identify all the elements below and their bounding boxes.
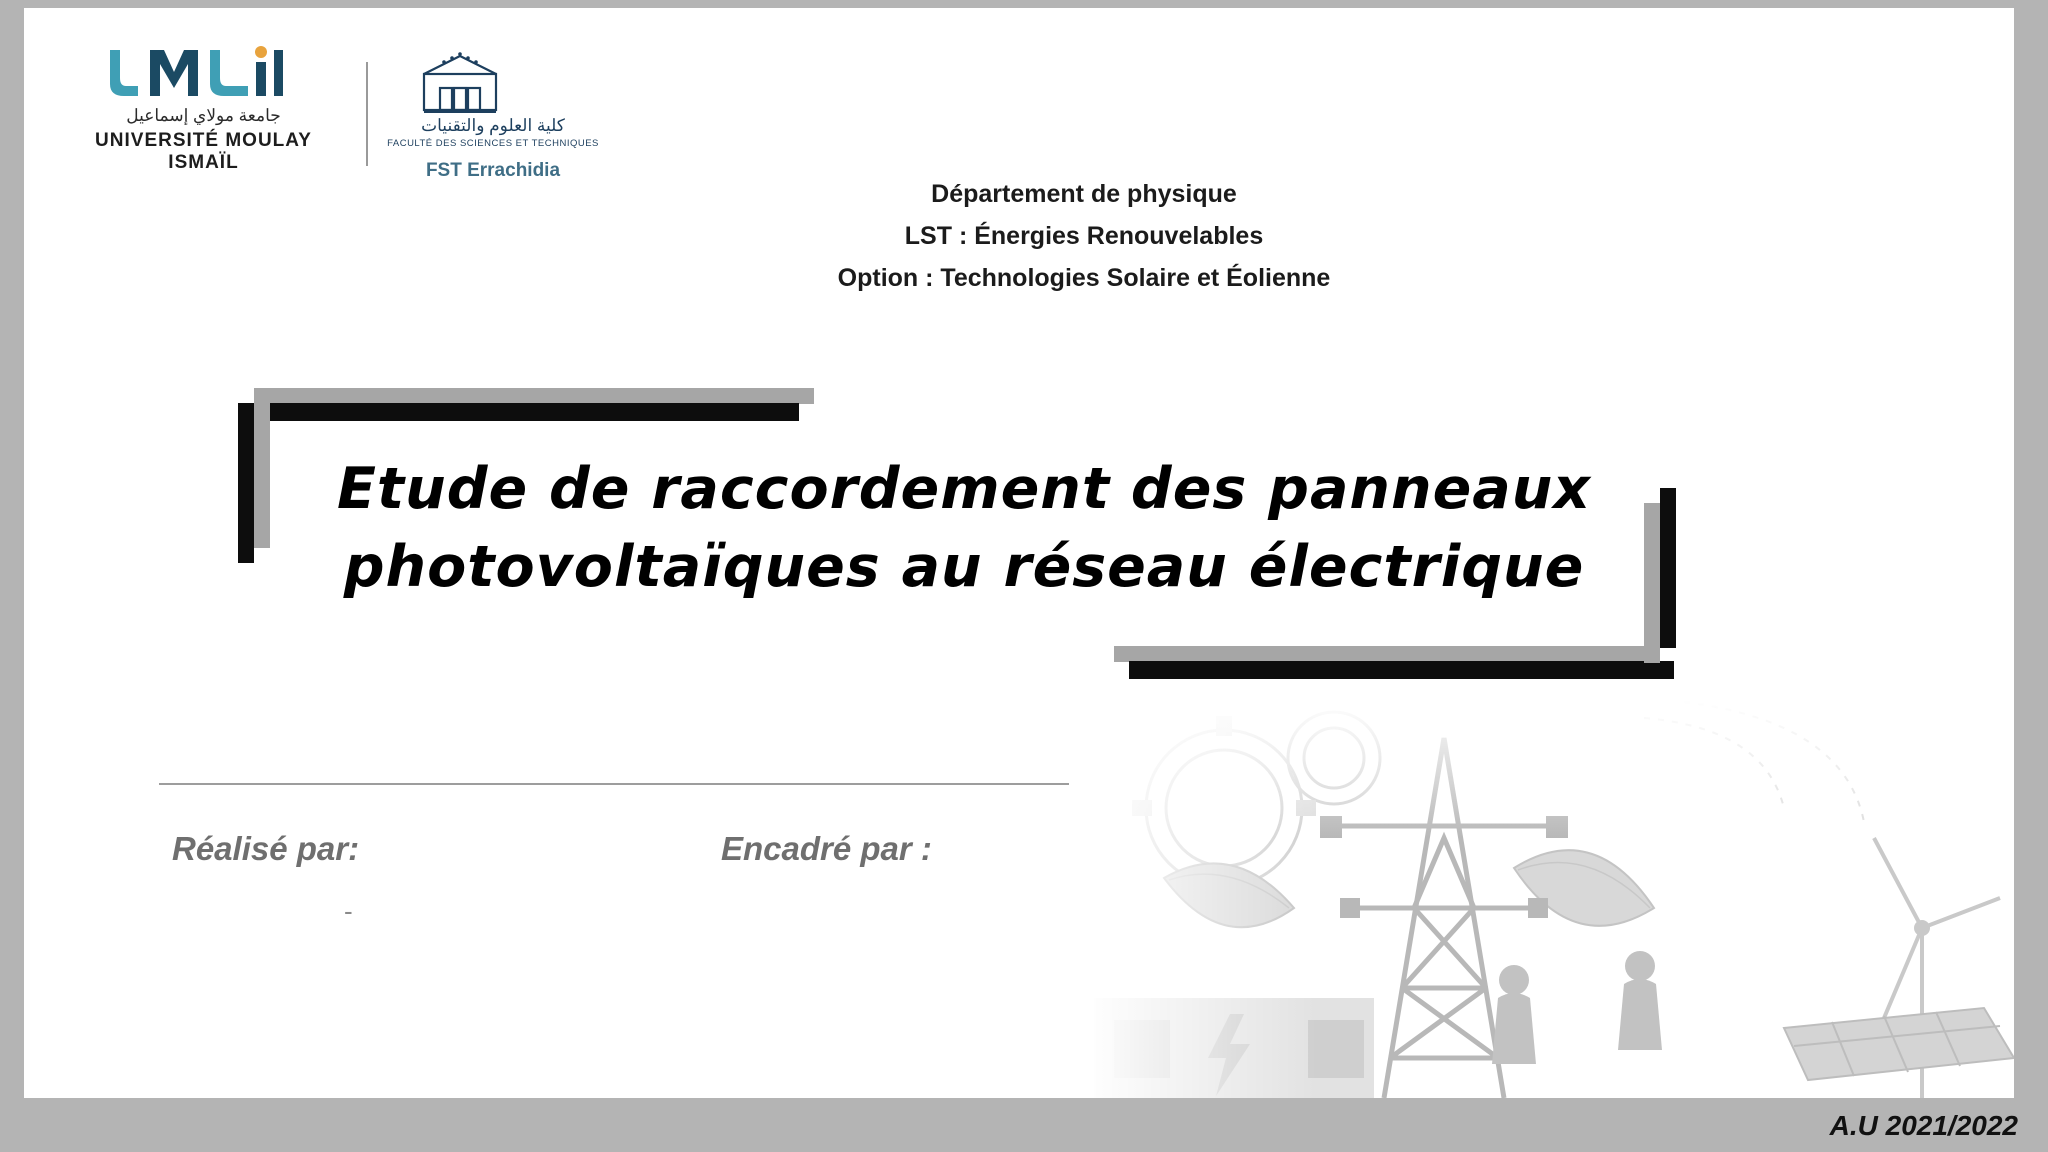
- umi-logo-icon: [98, 44, 308, 106]
- decor-bar-top-grey: [269, 388, 814, 404]
- decor-bar-left-grey: [254, 388, 270, 548]
- title-slide: [24, 8, 2014, 1098]
- institution-logos: [76, 38, 599, 181]
- department-line-2: LST : Énergies Renouvelables: [904, 222, 1264, 250]
- realise-par-label: Réalisé par:: [172, 830, 360, 867]
- university-logo-block: [76, 44, 336, 173]
- department-block: [584, 173, 1584, 299]
- department-line-1: Département de physique: [931, 180, 1237, 208]
- university-latin-name: UNIVERSITÉ MOULAY ISMAÏL: [95, 130, 312, 173]
- faculty-latin-name: FACULTÉ DES SCIENCES ET TECHNIQUES: [387, 138, 599, 149]
- faculty-logo-block: [388, 48, 638, 188]
- realise-par-value: -: [344, 896, 353, 926]
- logo-divider: [366, 62, 368, 166]
- encadre-par-label: Encadré par :: [721, 830, 932, 867]
- energy-scene-illustration: [1084, 698, 2014, 1098]
- decor-bar-bottom-black: [1129, 661, 1674, 679]
- decor-bar-left-black: [238, 403, 254, 563]
- decor-bar-top-black: [254, 403, 799, 421]
- fst-building-icon: [410, 48, 510, 118]
- faculty-short-name: FST Errachidia: [425, 160, 561, 181]
- decor-bar-right-black: [1660, 488, 1676, 648]
- academic-year-footer: A.U 2021/2022: [1829, 1110, 2018, 1141]
- title-frame: [234, 388, 1834, 718]
- section-divider: [159, 783, 1069, 785]
- decor-bar-bottom-grey: [1114, 646, 1659, 662]
- university-arabic-name: جامعة مولاي إسماعيل: [126, 106, 281, 125]
- faculty-arabic-name: كلية العلوم والتقنيات: [421, 116, 565, 135]
- page-title: Etude de raccordement des panneaux photovoltaïques au réseau électrique: [336, 456, 1592, 600]
- department-line-3: Option : Technologies Solaire et Éolienne: [837, 264, 1331, 292]
